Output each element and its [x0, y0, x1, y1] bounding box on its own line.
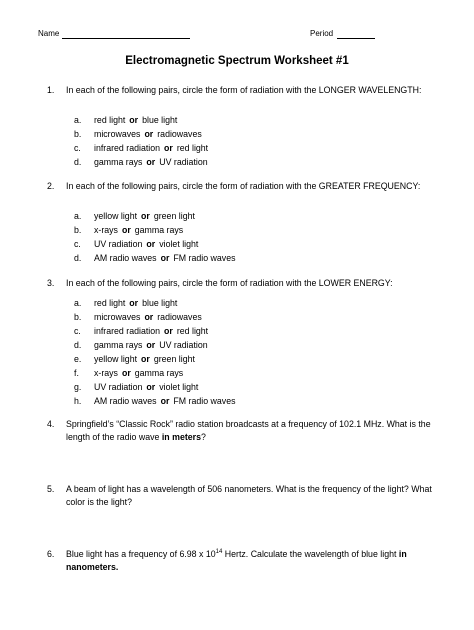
option-left: infrared radiation	[94, 143, 161, 153]
question-text: A beam of light has a wavelength of 506 nanometers. What is the frequency of the light? What color is the light?	[66, 484, 432, 507]
option-right: red light	[176, 326, 209, 336]
or-word: or	[121, 225, 131, 235]
or-word: or	[144, 129, 154, 139]
option-right: green light	[153, 354, 195, 364]
option-left: x-rays	[94, 225, 118, 235]
question-4-text: Springfield’s “Classic Rock” radio station broadcasts at a frequency of 102.1 MHz. What is the length of the radio wave	[66, 419, 431, 442]
worksheet-title: Electromagnetic Spectrum Worksheet #1	[125, 55, 349, 67]
option-left: AM radio waves	[94, 396, 157, 406]
or-word: or	[146, 382, 156, 392]
option-left: microwaves	[94, 312, 141, 322]
option-left: yellow light	[94, 354, 138, 364]
or-word: or	[164, 143, 173, 153]
option-right: gamma rays	[134, 225, 184, 235]
question-text	[66, 548, 436, 574]
option-letter: a.	[74, 298, 82, 308]
or-word: or	[160, 253, 170, 263]
option-right: green light	[153, 211, 195, 221]
or-word: or	[129, 115, 139, 125]
option-letter: a.	[74, 211, 82, 221]
option-letter: c.	[74, 326, 81, 336]
or-word: or	[146, 157, 156, 167]
or-word: or	[141, 354, 150, 364]
question-4-bold: in meters	[161, 432, 201, 442]
option-right: UV radiation	[159, 157, 208, 167]
option-right: FM radio waves	[173, 396, 236, 406]
option-right: FM radio waves	[173, 253, 236, 263]
option-right: radiowaves	[157, 129, 202, 139]
question-number: 6.	[47, 549, 55, 559]
option-right: gamma rays	[134, 368, 184, 378]
question-4-end: ?	[200, 432, 206, 442]
option-right: blue light	[142, 298, 178, 308]
header	[0, 29, 474, 43]
option-right: violet light	[159, 239, 199, 249]
question-number: 3.	[47, 278, 55, 288]
or-word: or	[160, 396, 170, 406]
option-letter: c.	[74, 143, 81, 153]
option-left: red light	[94, 298, 126, 308]
option-left: AM radio waves	[94, 253, 157, 263]
question-number: 5.	[47, 484, 55, 494]
option-letter: d.	[74, 340, 82, 350]
or-word: or	[129, 298, 139, 308]
period-label: Period	[310, 29, 334, 38]
option-left: microwaves	[94, 129, 141, 139]
name-label: Name	[38, 29, 60, 38]
question-text: In each of the following pairs, circle the form of radiation with the LOWER ENERGY:	[66, 278, 393, 288]
question-text: In each of the following pairs, circle the form of radiation with the GREATER FREQUENCY:	[66, 181, 421, 191]
option-left: red light	[94, 115, 126, 125]
question-number: 2.	[47, 181, 55, 191]
option-letter: a.	[74, 115, 82, 125]
question-number: 4.	[47, 419, 55, 429]
option-letter: d.	[74, 157, 82, 167]
option-right: blue light	[142, 115, 178, 125]
option-left: x-rays	[94, 368, 118, 378]
or-word: or	[146, 239, 156, 249]
option-right: violet light	[159, 382, 199, 392]
question-text: In each of the following pairs, circle the form of radiation with the LONGER WAVELENGTH:	[66, 85, 422, 95]
option-left: gamma rays	[94, 340, 143, 350]
option-letter: g.	[74, 382, 82, 392]
or-word: or	[141, 211, 150, 221]
question-6-text-b: Hertz. Calculate the wavelength of blue light	[222, 549, 399, 559]
option-left: UV radiation	[94, 382, 143, 392]
option-left: gamma rays	[94, 157, 143, 167]
option-letter: h.	[74, 396, 82, 406]
exponent: 14	[215, 549, 223, 556]
option-left: infrared radiation	[94, 326, 161, 336]
option-letter: b.	[74, 129, 82, 139]
or-word: or	[146, 340, 156, 350]
option-letter: c.	[74, 239, 81, 249]
option-right: radiowaves	[157, 312, 202, 322]
option-letter: b.	[74, 312, 82, 322]
option-right: red light	[176, 143, 209, 153]
question-number: 1.	[47, 85, 55, 95]
option-left: UV radiation	[94, 239, 143, 249]
or-word: or	[164, 326, 173, 336]
question-6-bold: in nanometers.	[66, 549, 407, 572]
option-letter: d.	[74, 253, 82, 263]
or-word: or	[144, 312, 154, 322]
name-blank	[62, 38, 190, 39]
or-word: or	[121, 368, 131, 378]
question-6-text-a: Blue light has a frequency of 6.98 x 10	[66, 549, 216, 559]
option-right: UV radiation	[159, 340, 208, 350]
period-blank	[337, 38, 375, 39]
option-left: yellow light	[94, 211, 138, 221]
option-letter: e.	[74, 354, 82, 364]
option-letter: f.	[74, 368, 79, 378]
question-text	[66, 418, 436, 444]
option-letter: b.	[74, 225, 82, 235]
